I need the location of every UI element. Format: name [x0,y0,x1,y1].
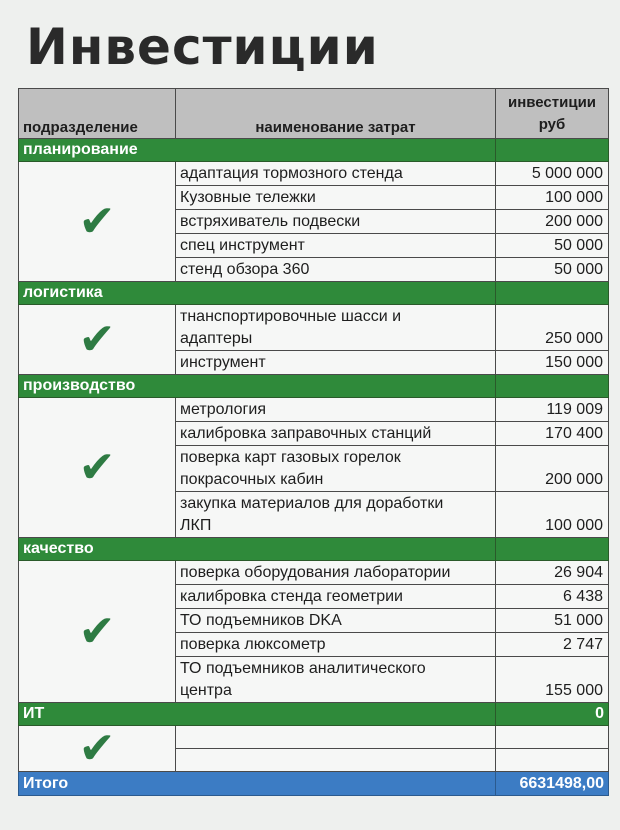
investment-table [18,88,609,796]
cost-name: тнанспортировочные шасси и адаптеры [176,305,496,351]
cost-name: встряхиватель подвески [176,210,496,234]
section-row-planning [19,139,609,162]
cost-amount: 200 000 [496,446,609,492]
cost-amount: 50 000 [496,258,609,282]
section-label: производство [19,375,496,398]
cost-name: ТО подъемников аналитического центра [176,657,496,703]
cost-amount: 50 000 [496,234,609,258]
checkmark-icon: ✔ [19,162,176,282]
cost-amount: 100 000 [496,186,609,210]
cost-name: поверка карт газовых горелок покрасочных кабин [176,446,496,492]
section-row-quality [19,538,609,561]
cost-name: Кузовные тележки [176,186,496,210]
table-row [19,398,609,422]
cost-name: ТО подъемников DKA [176,609,496,633]
cost-amount: 6 438 [496,585,609,609]
header-department: подразделение [19,89,176,139]
cost-amount: 150 000 [496,351,609,375]
table-header-row [19,89,609,139]
section-row-production [19,375,609,398]
cost-amount: 26 904 [496,561,609,585]
total-label: Итого [19,772,496,796]
cost-amount: 51 000 [496,609,609,633]
cost-name: закупка материалов для доработки ЛКП [176,492,496,538]
table-row [19,305,609,351]
cost-name: адаптация тормозного стенда [176,162,496,186]
cost-amount: 170 400 [496,422,609,446]
table-row [19,162,609,186]
page-title: Инвестиции [26,18,379,76]
header-investment-line1: инвестиции [507,94,597,111]
cost-name: стенд обзора 360 [176,258,496,282]
checkmark-icon: ✔ [19,561,176,703]
cost-name: поверка люксометр [176,633,496,657]
table-row [19,561,609,585]
cost-amount: 250 000 [496,305,609,351]
header-investment [496,89,609,139]
total-row [19,772,609,796]
cost-amount: 2 747 [496,633,609,657]
cost-amount: 200 000 [496,210,609,234]
section-row-logistics [19,282,609,305]
checkmark-icon: ✔ [19,726,176,772]
section-label: планирование [19,139,496,162]
total-amount: 6631498,00 [496,772,609,796]
table-row [19,726,609,749]
cost-name: калибровка стенда геометрии [176,585,496,609]
cost-name: поверка оборудования лаборатории [176,561,496,585]
cost-name: спец инструмент [176,234,496,258]
cost-amount: 5 000 000 [496,162,609,186]
cost-amount: 119 009 [496,398,609,422]
checkmark-icon: ✔ [19,305,176,375]
cost-name: метрология [176,398,496,422]
header-cost-name: наименование затрат [176,89,496,139]
cost-amount: 100 000 [496,492,609,538]
section-label: ИТ [19,703,496,726]
section-amount: 0 [496,703,609,726]
cost-name: инструмент [176,351,496,375]
section-label: логистика [19,282,496,305]
cost-amount: 155 000 [496,657,609,703]
section-label: качество [19,538,496,561]
checkmark-icon: ✔ [19,398,176,538]
header-investment-line2: руб [538,116,566,133]
cost-name: калибровка заправочных станций [176,422,496,446]
